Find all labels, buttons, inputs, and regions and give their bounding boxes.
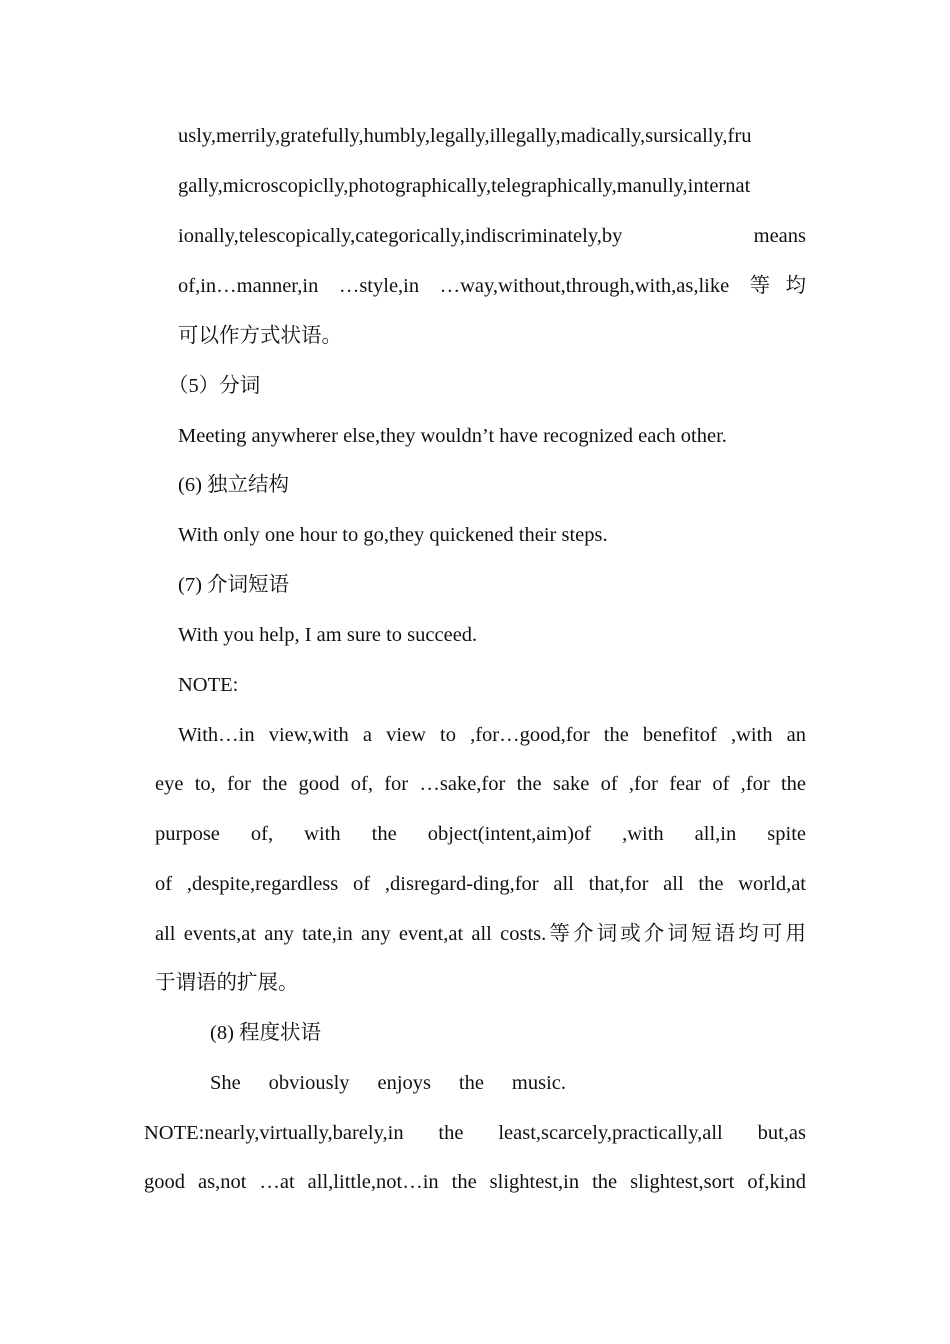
note-text-line: 于谓语的扩展。 [155,972,299,994]
note-text-line: NOTE:nearly,virtually,barely,in the least,scarcely,practically,all but,as [144,1122,806,1144]
body-text-line: 可以作方式状语。 [178,325,342,347]
note-text-line: purpose of, with the object(intent,aim)of ,with all,in spite [155,823,806,845]
note-text-line: With…in view,with a view to ,for…good,for the benefitof ,with an [178,724,806,746]
note-text-line: eye to, for the good of, for …sake,for the sake of ,for fear of ,for the [155,773,806,795]
example-sentence: She obviously enjoys the music. [210,1072,566,1094]
note-text-line: good as,not …at all,little,not…in the slightest,in the slightest,sort of,kind [144,1171,806,1193]
body-text-line: gally,microscopiclly,photographically,telegraphically,manully,internat [178,175,751,197]
note-text-line: all events,at any tate,in any event,at all costs.等介词或介词短语均可用 [155,923,806,945]
example-sentence: With you help, I am sure to succeed. [178,624,478,646]
note-label: NOTE: [178,674,239,696]
example-sentence: Meeting anywherer else,they wouldn’t have recognized each other. [178,425,727,447]
body-text-line: of,in…manner,in …style,in …way,without,through,with,as,like 等均 [178,275,806,297]
section-heading: (6) 独立结构 [178,474,290,496]
body-text-line: usly,merrily,gratefully,humbly,legally,illegally,madically,sursically,fru [178,125,752,147]
example-sentence: With only one hour to go,they quickened their steps. [178,524,608,546]
body-text-line: ionally,telescopically,categorically,indiscriminately,by means [178,225,806,247]
section-heading: （5）分词 [168,375,261,397]
section-heading: (7) 介词短语 [178,574,290,596]
note-text-line: of ,despite,regardless of ,disregard-ding,for all that,for all the world,at [155,873,806,895]
section-heading: (8) 程度状语 [210,1022,322,1044]
